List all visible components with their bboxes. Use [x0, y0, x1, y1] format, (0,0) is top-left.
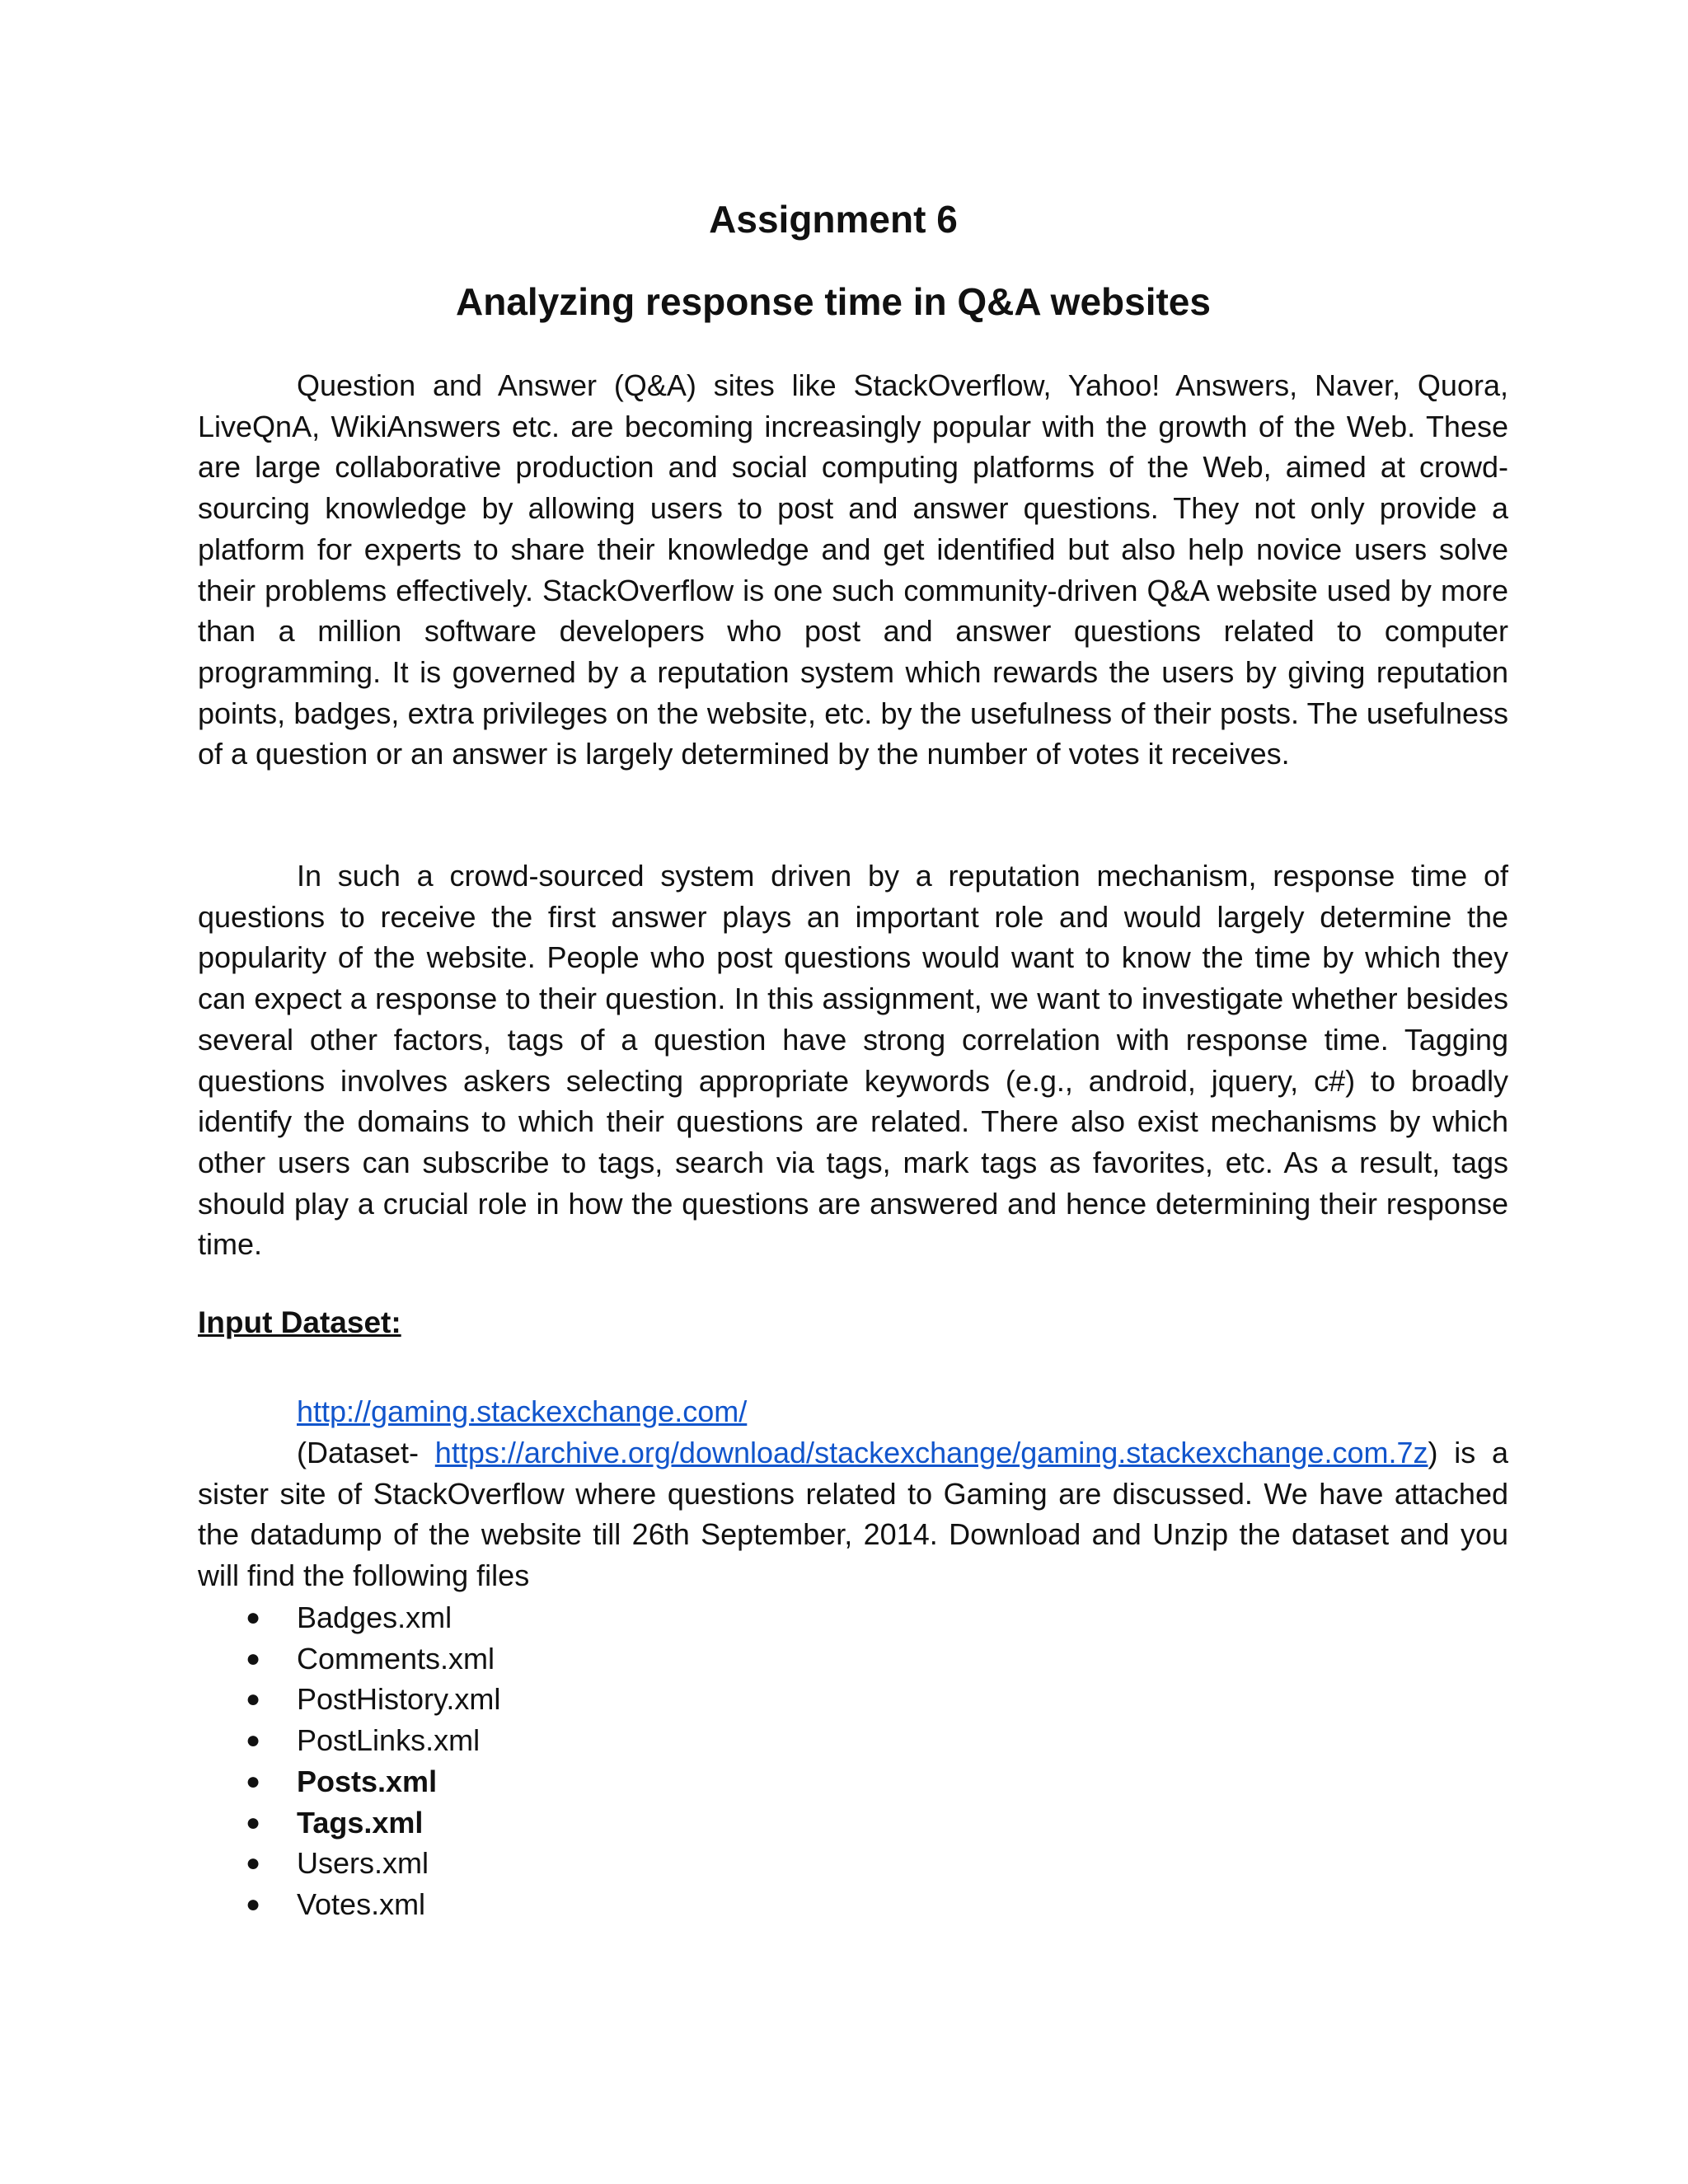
list-item	[198, 1638, 500, 1680]
bullet-icon: ●	[246, 1644, 261, 1672]
list-item	[198, 1679, 500, 1720]
input-dataset-heading: Input Dataset:	[198, 1305, 401, 1339]
file-name: PostLinks.xml	[297, 1723, 481, 1758]
bullet-icon: ●	[246, 1685, 261, 1713]
list-item	[198, 1802, 500, 1844]
gaming-site-link[interactable]: http://gaming.stackexchange.com/	[297, 1394, 748, 1428]
bullet-icon: ●	[246, 1849, 261, 1877]
file-name: Badges.xml	[297, 1601, 452, 1634]
file-name: Tags.xml	[297, 1805, 424, 1840]
page-title: Assignment 6	[709, 198, 958, 241]
bullet-icon: ●	[246, 1727, 261, 1755]
page-subtitle: Analyzing response time in Q&A websites	[456, 280, 1211, 323]
list-item	[198, 1597, 500, 1638]
dataset-description: ) is a sister site of StackOverflow where questions related to Gaming are discussed. We have attached the datadump of the website till 26th September, 2014. Download and Unzip the dataset and you will find the following files	[198, 1436, 1508, 1593]
file-list	[198, 1597, 500, 1925]
motivation-paragraph: In such a crowd-sourced system driven by a reputation mechanism, response time of questions to receive the first answer plays an important role and would largely determine the popularity of the website. People who post questions would want to know the time by which they can expect a response to their question. In this assignment, we want to investigate whether besides several other factors, tags of a question have strong correlation with response time. Tagging questions involves askers selecting appropriate keywords (e.g., android, jquery, c#) to broadly identify the domains to which their questions are related. There also exist mechanisms by which other users can subscribe to tags, search via tags, mark tags as favorites, etc. As a result, tags should play a crucial role in how the questions are answered and hence determining their response time.	[198, 859, 1508, 1262]
file-name: PostHistory.xml	[297, 1682, 501, 1717]
file-name: Comments.xml	[297, 1641, 495, 1675]
bullet-icon: ●	[246, 1604, 261, 1631]
list-item	[198, 1884, 500, 1925]
bullet-icon: ●	[246, 1890, 261, 1918]
site-link-line	[297, 1391, 747, 1432]
dataset-download-link[interactable]: https://archive.org/download/stackexchange/gaming.stackexchange.com.7z	[434, 1436, 1428, 1469]
file-name: Users.xml	[297, 1846, 429, 1881]
dataset-prefix: (Dataset-	[297, 1436, 435, 1469]
list-item	[198, 1720, 500, 1761]
bullet-icon: ●	[246, 1808, 261, 1836]
file-name: Votes.xml	[297, 1886, 426, 1921]
intro-paragraph: Question and Answer (Q&A) sites like StackOverflow, Yahoo! Answers, Naver, Quora, LiveQnA, WikiAnswers etc. are becoming increasingly popular with the growth of the Web. These are large collaborative production and social computing platforms of the Web, aimed at crowd-sourcing knowledge by allowing users to post and answer questions. They not only provide a platform for experts to share their knowledge and get identified but also help novice users solve their problems effectively. StackOverflow is one such community-driven Q&A website used by more than a million software developers who post and answer questions related to computer programming. It is governed by a reputation system which rewards the users by giving reputation points, badges, extra privileges on the website, etc. by the usefulness of their posts. The usefulness of a question or an answer is largely determined by the number of votes it receives.	[198, 368, 1508, 771]
bullet-icon: ●	[246, 1767, 261, 1795]
file-name: Posts.xml	[297, 1764, 438, 1798]
list-item	[198, 1761, 500, 1802]
list-item	[198, 1843, 500, 1884]
dataset-paragraph	[198, 1432, 1508, 1596]
